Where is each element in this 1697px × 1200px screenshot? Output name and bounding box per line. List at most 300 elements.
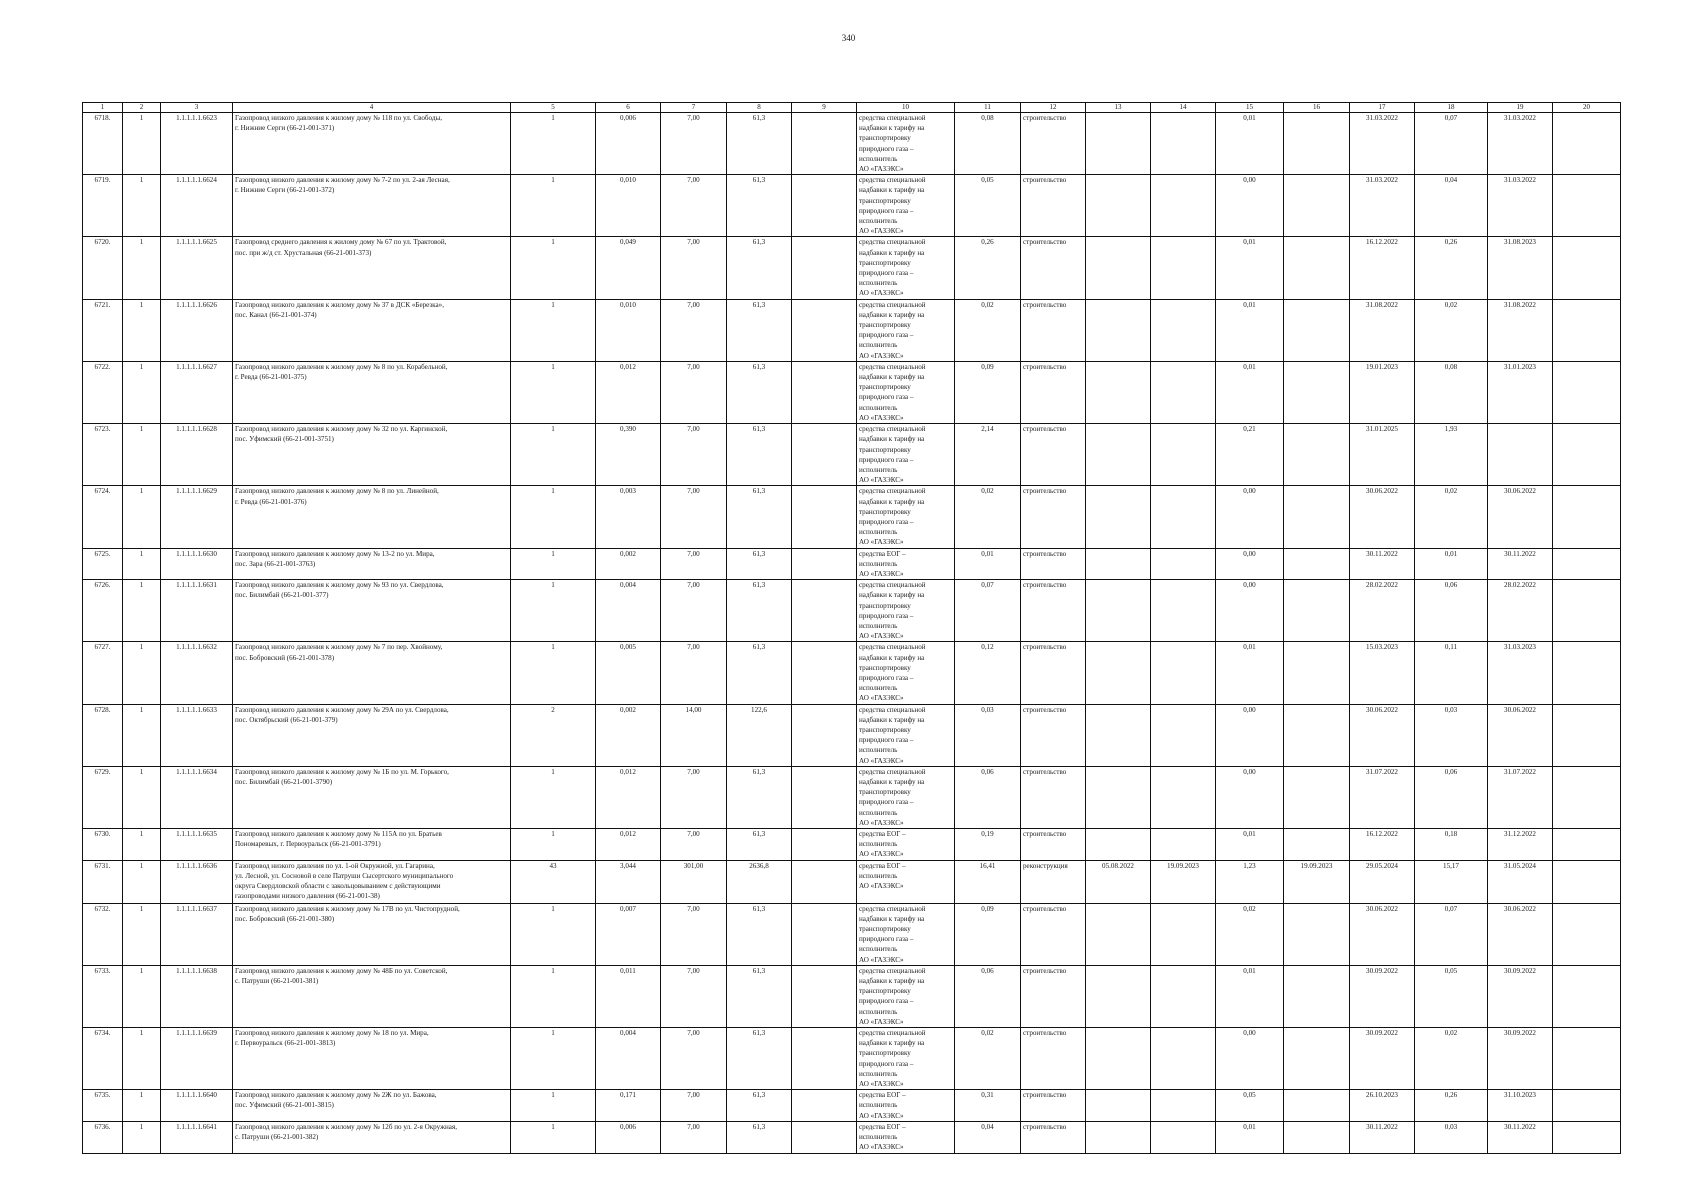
object-name-cell: Газопровод низкого давления к жилому дому № 48Б по ул. Советской, с. Патруши (66-21-001-381) xyxy=(233,965,511,1027)
object-name-cell: Газопровод низкого давления к жилому дому № 7 по пер. Хвойному, пос. Бобровский (66-21-001-378) xyxy=(233,642,511,704)
work-type-cell: строительство xyxy=(1021,548,1086,580)
qty-cell: 1 xyxy=(511,1028,596,1090)
funding-source-cell: средства специальной надбавки к тарифу на транспортировку природного газа – исполнитель АО «ГАЗЭКС» xyxy=(857,766,955,828)
object-name-cell: Газопровод низкого давления к жилому дому № 2Ж по ул. Бажова, пос. Уфимский (66-21-001-3815) xyxy=(233,1090,511,1122)
col9-cell xyxy=(792,642,857,704)
power-cell: 7,00 xyxy=(661,642,727,704)
table-row xyxy=(83,548,1621,580)
col16-cell xyxy=(1284,1121,1350,1153)
column-number-header: 15 xyxy=(1216,103,1284,113)
table-row xyxy=(83,1090,1621,1122)
length-cell: 0,002 xyxy=(596,548,661,580)
cost-cell: 2,14 xyxy=(955,424,1021,486)
col15-cell: 0,05 xyxy=(1216,1090,1284,1122)
commission-date-cell: 16.12.2022 xyxy=(1350,237,1415,299)
object-name-cell: Газопровод низкого давления к жилому дому № 118 по ул. Свободы, г. Нижние Серги (66-21-001-371) xyxy=(233,113,511,175)
end-date-cell xyxy=(1151,175,1216,237)
object-name-cell: Газопровод низкого давления к жилому дому № 13-2 по ул. Мира, пос. Зара (66-21-001-3763) xyxy=(233,548,511,580)
object-name-cell: Газопровод низкого давления к жилому дому № 29А по ул. Свердлова, пос. Октябрьский (66-21-001-379) xyxy=(233,704,511,766)
end-date-cell xyxy=(1151,237,1216,299)
col20-cell xyxy=(1553,903,1621,965)
count-cell: 1 xyxy=(123,1028,161,1090)
commission-date-cell: 30.06.2022 xyxy=(1350,486,1415,548)
length-cell: 0,012 xyxy=(596,766,661,828)
col9-cell xyxy=(792,1121,857,1153)
col15-cell: 0,00 xyxy=(1216,548,1284,580)
qty-cell: 1 xyxy=(511,829,596,861)
column-number-header: 5 xyxy=(511,103,596,113)
cost-cell: 0,09 xyxy=(955,903,1021,965)
funding-source-cell: средства специальной надбавки к тарифу на транспортировку природного газа – исполнитель АО «ГАЗЭКС» xyxy=(857,361,955,423)
commission-date-cell: 31.07.2022 xyxy=(1350,766,1415,828)
column-number-header: 16 xyxy=(1284,103,1350,113)
col9-cell xyxy=(792,1028,857,1090)
start-date-cell xyxy=(1086,1090,1151,1122)
deadline-cell: 31.10.2023 xyxy=(1488,1090,1553,1122)
table-row xyxy=(83,766,1621,828)
end-date-cell xyxy=(1151,1028,1216,1090)
qty-cell: 1 xyxy=(511,361,596,423)
col16-cell xyxy=(1284,766,1350,828)
power-cell: 14,00 xyxy=(661,704,727,766)
col15-cell: 1,23 xyxy=(1216,860,1284,903)
col9-cell xyxy=(792,486,857,548)
count-cell: 1 xyxy=(123,175,161,237)
power-cell: 7,00 xyxy=(661,361,727,423)
cost-cell: 0,03 xyxy=(955,704,1021,766)
cost-cell: 0,02 xyxy=(955,1028,1021,1090)
qty-cell: 1 xyxy=(511,113,596,175)
cost-cell: 0,31 xyxy=(955,1090,1021,1122)
volume-cell: 61,3 xyxy=(727,1121,792,1153)
power-cell: 7,00 xyxy=(661,903,727,965)
work-type-cell: строительство xyxy=(1021,580,1086,642)
deadline-cell: 31.12.2022 xyxy=(1488,829,1553,861)
cost-cell: 0,05 xyxy=(955,175,1021,237)
col15-cell: 0,00 xyxy=(1216,766,1284,828)
end-date-cell xyxy=(1151,829,1216,861)
row-number-cell: 6734. xyxy=(83,1028,123,1090)
col9-cell xyxy=(792,903,857,965)
col18-cell: 0,07 xyxy=(1415,113,1488,175)
row-number-cell: 6720. xyxy=(83,237,123,299)
count-cell: 1 xyxy=(123,580,161,642)
code-cell: 1.1.1.1.1.6637 xyxy=(161,903,233,965)
code-cell: 1.1.1.1.1.6627 xyxy=(161,361,233,423)
count-cell: 1 xyxy=(123,766,161,828)
qty-cell: 1 xyxy=(511,903,596,965)
col15-cell: 0,01 xyxy=(1216,299,1284,361)
col9-cell xyxy=(792,113,857,175)
col15-cell: 0,00 xyxy=(1216,175,1284,237)
funding-source-cell: средства специальной надбавки к тарифу на транспортировку природного газа – исполнитель АО «ГАЗЭКС» xyxy=(857,704,955,766)
code-cell: 1.1.1.1.1.6628 xyxy=(161,424,233,486)
column-number-header: 11 xyxy=(955,103,1021,113)
table-row xyxy=(83,965,1621,1027)
start-date-cell xyxy=(1086,237,1151,299)
qty-cell: 1 xyxy=(511,486,596,548)
col9-cell xyxy=(792,175,857,237)
commission-date-cell: 15.03.2023 xyxy=(1350,642,1415,704)
col20-cell xyxy=(1553,580,1621,642)
deadline-cell: 31.07.2022 xyxy=(1488,766,1553,828)
funding-source-cell: средства ЕОГ – исполнитель АО «ГАЗЭКС» xyxy=(857,829,955,861)
code-cell: 1.1.1.1.1.6639 xyxy=(161,1028,233,1090)
work-type-cell: строительство xyxy=(1021,361,1086,423)
table-row xyxy=(83,1121,1621,1153)
row-number-cell: 6730. xyxy=(83,829,123,861)
col16-cell xyxy=(1284,580,1350,642)
funding-source-cell: средства специальной надбавки к тарифу на транспортировку природного газа – исполнитель АО «ГАЗЭКС» xyxy=(857,642,955,704)
code-cell: 1.1.1.1.1.6636 xyxy=(161,860,233,903)
qty-cell: 1 xyxy=(511,766,596,828)
row-number-cell: 6731. xyxy=(83,860,123,903)
commission-date-cell: 31.03.2022 xyxy=(1350,113,1415,175)
col18-cell: 0,02 xyxy=(1415,1028,1488,1090)
qty-cell: 1 xyxy=(511,642,596,704)
deadline-cell: 31.01.2023 xyxy=(1488,361,1553,423)
register-table xyxy=(82,102,1621,1154)
work-type-cell: строительство xyxy=(1021,642,1086,704)
funding-source-cell: средства специальной надбавки к тарифу на транспортировку природного газа – исполнитель АО «ГАЗЭКС» xyxy=(857,237,955,299)
funding-source-cell: средства специальной надбавки к тарифу на транспортировку природного газа – исполнитель АО «ГАЗЭКС» xyxy=(857,1028,955,1090)
count-cell: 1 xyxy=(123,1121,161,1153)
col20-cell xyxy=(1553,361,1621,423)
power-cell: 7,00 xyxy=(661,113,727,175)
table-row xyxy=(83,237,1621,299)
col18-cell: 0,11 xyxy=(1415,642,1488,704)
col9-cell xyxy=(792,361,857,423)
count-cell: 1 xyxy=(123,860,161,903)
start-date-cell xyxy=(1086,1028,1151,1090)
row-number-cell: 6736. xyxy=(83,1121,123,1153)
col20-cell xyxy=(1553,766,1621,828)
code-cell: 1.1.1.1.1.6631 xyxy=(161,580,233,642)
funding-source-cell: средства специальной надбавки к тарифу на транспортировку природного газа – исполнитель АО «ГАЗЭКС» xyxy=(857,903,955,965)
code-cell: 1.1.1.1.1.6626 xyxy=(161,299,233,361)
col15-cell: 0,00 xyxy=(1216,704,1284,766)
start-date-cell xyxy=(1086,766,1151,828)
count-cell: 1 xyxy=(123,299,161,361)
qty-cell: 2 xyxy=(511,704,596,766)
length-cell: 0,012 xyxy=(596,361,661,423)
col20-cell xyxy=(1553,1090,1621,1122)
volume-cell: 61,3 xyxy=(727,299,792,361)
table-row xyxy=(83,860,1621,903)
work-type-cell: строительство xyxy=(1021,704,1086,766)
qty-cell: 1 xyxy=(511,1090,596,1122)
volume-cell: 61,3 xyxy=(727,175,792,237)
col16-cell xyxy=(1284,704,1350,766)
column-number-header: 2 xyxy=(123,103,161,113)
length-cell: 0,006 xyxy=(596,1121,661,1153)
deadline-cell: 31.08.2023 xyxy=(1488,237,1553,299)
col9-cell xyxy=(792,965,857,1027)
qty-cell: 1 xyxy=(511,548,596,580)
col16-cell xyxy=(1284,548,1350,580)
work-type-cell: строительство xyxy=(1021,965,1086,1027)
power-cell: 7,00 xyxy=(661,175,727,237)
deadline-cell: 30.06.2022 xyxy=(1488,486,1553,548)
count-cell: 1 xyxy=(123,965,161,1027)
volume-cell: 61,3 xyxy=(727,829,792,861)
work-type-cell: реконструкция xyxy=(1021,860,1086,903)
deadline-cell: 30.06.2022 xyxy=(1488,704,1553,766)
volume-cell: 61,3 xyxy=(727,237,792,299)
length-cell: 0,005 xyxy=(596,642,661,704)
row-number-cell: 6727. xyxy=(83,642,123,704)
commission-date-cell: 31.01.2025 xyxy=(1350,424,1415,486)
end-date-cell xyxy=(1151,1121,1216,1153)
deadline-cell: 31.03.2023 xyxy=(1488,642,1553,704)
code-cell: 1.1.1.1.1.6629 xyxy=(161,486,233,548)
cost-cell: 0,09 xyxy=(955,361,1021,423)
work-type-cell: строительство xyxy=(1021,1090,1086,1122)
length-cell: 0,004 xyxy=(596,580,661,642)
col15-cell: 0,00 xyxy=(1216,486,1284,548)
deadline-cell: 31.03.2022 xyxy=(1488,113,1553,175)
col15-cell: 0,01 xyxy=(1216,965,1284,1027)
work-type-cell: строительство xyxy=(1021,486,1086,548)
length-cell: 0,007 xyxy=(596,903,661,965)
col9-cell xyxy=(792,766,857,828)
power-cell: 7,00 xyxy=(661,965,727,1027)
column-number-header: 10 xyxy=(857,103,955,113)
cost-cell: 0,06 xyxy=(955,766,1021,828)
deadline-cell: 31.05.2024 xyxy=(1488,860,1553,903)
commission-date-cell: 26.10.2023 xyxy=(1350,1090,1415,1122)
column-number-header: 13 xyxy=(1086,103,1151,113)
end-date-cell xyxy=(1151,113,1216,175)
power-cell: 7,00 xyxy=(661,237,727,299)
funding-source-cell: средства специальной надбавки к тарифу на транспортировку природного газа – исполнитель АО «ГАЗЭКС» xyxy=(857,580,955,642)
volume-cell: 61,3 xyxy=(727,424,792,486)
volume-cell: 61,3 xyxy=(727,903,792,965)
volume-cell: 61,3 xyxy=(727,1090,792,1122)
count-cell: 1 xyxy=(123,1090,161,1122)
col20-cell xyxy=(1553,175,1621,237)
object-name-cell: Газопровод низкого давления к жилому дому № 17В по ул. Чистопрудной, пос. Бобровский (66-21-001-380) xyxy=(233,903,511,965)
qty-cell: 1 xyxy=(511,237,596,299)
object-name-cell: Газопровод низкого давления к жилому дому № 18 по ул. Мира, г. Первоуральск (66-21-001-3813) xyxy=(233,1028,511,1090)
table-row xyxy=(83,113,1621,175)
deadline-cell: 31.03.2022 xyxy=(1488,175,1553,237)
commission-date-cell: 31.03.2022 xyxy=(1350,175,1415,237)
cost-cell: 0,04 xyxy=(955,1121,1021,1153)
col9-cell xyxy=(792,704,857,766)
col16-cell xyxy=(1284,113,1350,175)
column-number-header: 7 xyxy=(661,103,727,113)
col9-cell xyxy=(792,860,857,903)
col18-cell: 0,03 xyxy=(1415,704,1488,766)
count-cell: 1 xyxy=(123,704,161,766)
length-cell: 0,010 xyxy=(596,299,661,361)
table-row xyxy=(83,1028,1621,1090)
row-number-cell: 6723. xyxy=(83,424,123,486)
length-cell: 0,003 xyxy=(596,486,661,548)
commission-date-cell: 30.06.2022 xyxy=(1350,903,1415,965)
object-name-cell: Газопровод низкого давления к жилому дому № 8 по ул. Корабельной, г. Ревда (66-21-001-375) xyxy=(233,361,511,423)
col16-cell xyxy=(1284,642,1350,704)
count-cell: 1 xyxy=(123,829,161,861)
col15-cell: 0,01 xyxy=(1216,237,1284,299)
table-row xyxy=(83,299,1621,361)
length-cell: 0,012 xyxy=(596,829,661,861)
cost-cell: 0,02 xyxy=(955,299,1021,361)
col20-cell xyxy=(1553,424,1621,486)
code-cell: 1.1.1.1.1.6634 xyxy=(161,766,233,828)
code-cell: 1.1.1.1.1.6640 xyxy=(161,1090,233,1122)
work-type-cell: строительство xyxy=(1021,424,1086,486)
object-name-cell: Газопровод низкого давления к жилому дому № 115А по ул. Братьев Пономаревых, г. Первоуральск (66-21-001-3791) xyxy=(233,829,511,861)
code-cell: 1.1.1.1.1.6624 xyxy=(161,175,233,237)
volume-cell: 61,3 xyxy=(727,361,792,423)
funding-source-cell: средства специальной надбавки к тарифу на транспортировку природного газа – исполнитель АО «ГАЗЭКС» xyxy=(857,486,955,548)
col18-cell: 0,04 xyxy=(1415,175,1488,237)
col16-cell: 19.09.2023 xyxy=(1284,860,1350,903)
code-cell: 1.1.1.1.1.6641 xyxy=(161,1121,233,1153)
power-cell: 7,00 xyxy=(661,766,727,828)
commission-date-cell: 30.09.2022 xyxy=(1350,1028,1415,1090)
deadline-cell xyxy=(1488,424,1553,486)
qty-cell: 1 xyxy=(511,1121,596,1153)
column-number-header: 9 xyxy=(792,103,857,113)
col18-cell: 0,08 xyxy=(1415,361,1488,423)
col18-cell: 0,05 xyxy=(1415,965,1488,1027)
work-type-cell: строительство xyxy=(1021,1028,1086,1090)
count-cell: 1 xyxy=(123,113,161,175)
length-cell: 0,006 xyxy=(596,113,661,175)
power-cell: 7,00 xyxy=(661,486,727,548)
qty-cell: 1 xyxy=(511,424,596,486)
col16-cell xyxy=(1284,361,1350,423)
count-cell: 1 xyxy=(123,237,161,299)
code-cell: 1.1.1.1.1.6633 xyxy=(161,704,233,766)
power-cell: 7,00 xyxy=(661,1121,727,1153)
column-number-header: 12 xyxy=(1021,103,1086,113)
row-number-cell: 6725. xyxy=(83,548,123,580)
col20-cell xyxy=(1553,642,1621,704)
col20-cell xyxy=(1553,829,1621,861)
object-name-cell: Газопровод среднего давления к жилому дому № 67 по ул. Трактовой, пос. при ж/д ст. Хрустальная (66-21-001-373) xyxy=(233,237,511,299)
row-number-cell: 6718. xyxy=(83,113,123,175)
volume-cell: 61,3 xyxy=(727,766,792,828)
col16-cell xyxy=(1284,965,1350,1027)
commission-date-cell: 30.11.2022 xyxy=(1350,1121,1415,1153)
start-date-cell xyxy=(1086,175,1151,237)
work-type-cell: строительство xyxy=(1021,175,1086,237)
col20-cell xyxy=(1553,860,1621,903)
end-date-cell xyxy=(1151,903,1216,965)
col15-cell: 0,01 xyxy=(1216,361,1284,423)
end-date-cell xyxy=(1151,299,1216,361)
funding-source-cell: средства специальной надбавки к тарифу на транспортировку природного газа – исполнитель АО «ГАЗЭКС» xyxy=(857,424,955,486)
end-date-cell xyxy=(1151,965,1216,1027)
funding-source-cell: средства ЕОГ – исполнитель АО «ГАЗЭКС» xyxy=(857,1090,955,1122)
column-number-header: 8 xyxy=(727,103,792,113)
col15-cell: 0,01 xyxy=(1216,642,1284,704)
commission-date-cell: 30.09.2022 xyxy=(1350,965,1415,1027)
col18-cell: 0,18 xyxy=(1415,829,1488,861)
commission-date-cell: 31.08.2022 xyxy=(1350,299,1415,361)
column-number-header: 17 xyxy=(1350,103,1415,113)
volume-cell: 61,3 xyxy=(727,580,792,642)
work-type-cell: строительство xyxy=(1021,903,1086,965)
object-name-cell: Газопровод низкого давления к жилому дому № 8 по ул. Линейной, г. Ревда (66-21-001-376) xyxy=(233,486,511,548)
funding-source-cell: средства специальной надбавки к тарифу на транспортировку природного газа – исполнитель АО «ГАЗЭКС» xyxy=(857,113,955,175)
table-row xyxy=(83,829,1621,861)
col20-cell xyxy=(1553,1121,1621,1153)
col20-cell xyxy=(1553,486,1621,548)
object-name-cell: Газопровод низкого давления к жилому дому № 7-2 по ул. 2-ая Лесная, г. Нижние Серги (66-21-001-372) xyxy=(233,175,511,237)
object-name-cell: Газопровод низкого давления к жилому дому № 37 в ДСК «Березка», пос. Канал (66-21-001-374) xyxy=(233,299,511,361)
col9-cell xyxy=(792,1090,857,1122)
col16-cell xyxy=(1284,903,1350,965)
volume-cell: 61,3 xyxy=(727,486,792,548)
volume-cell: 61,3 xyxy=(727,113,792,175)
length-cell: 3,044 xyxy=(596,860,661,903)
start-date-cell xyxy=(1086,486,1151,548)
power-cell: 7,00 xyxy=(661,424,727,486)
table-row xyxy=(83,903,1621,965)
col16-cell xyxy=(1284,1090,1350,1122)
start-date-cell xyxy=(1086,424,1151,486)
col15-cell: 0,00 xyxy=(1216,580,1284,642)
start-date-cell xyxy=(1086,299,1151,361)
col9-cell xyxy=(792,424,857,486)
cost-cell: 0,12 xyxy=(955,642,1021,704)
column-number-header: 1 xyxy=(83,103,123,113)
funding-source-cell: средства ЕОГ – исполнитель АО «ГАЗЭКС» xyxy=(857,1121,955,1153)
object-name-cell: Газопровод низкого давления к жилому дому № 1Б по ул. М. Горького, пос. Билимбай (66-21-001-3790) xyxy=(233,766,511,828)
start-date-cell xyxy=(1086,903,1151,965)
commission-date-cell: 28.02.2022 xyxy=(1350,580,1415,642)
row-number-cell: 6735. xyxy=(83,1090,123,1122)
column-number-header: 19 xyxy=(1488,103,1553,113)
length-cell: 0,049 xyxy=(596,237,661,299)
col16-cell xyxy=(1284,1028,1350,1090)
start-date-cell xyxy=(1086,965,1151,1027)
row-number-cell: 6726. xyxy=(83,580,123,642)
cost-cell: 0,01 xyxy=(955,548,1021,580)
page-number: 340 xyxy=(841,33,856,43)
table-row xyxy=(83,424,1621,486)
column-number-header: 18 xyxy=(1415,103,1488,113)
count-cell: 1 xyxy=(123,424,161,486)
work-type-cell: строительство xyxy=(1021,113,1086,175)
row-number-cell: 6728. xyxy=(83,704,123,766)
row-number-cell: 6729. xyxy=(83,766,123,828)
qty-cell: 1 xyxy=(511,965,596,1027)
table-row xyxy=(83,361,1621,423)
col20-cell xyxy=(1553,1028,1621,1090)
length-cell: 0,171 xyxy=(596,1090,661,1122)
col16-cell xyxy=(1284,486,1350,548)
work-type-cell: строительство xyxy=(1021,237,1086,299)
col18-cell: 0,01 xyxy=(1415,548,1488,580)
count-cell: 1 xyxy=(123,361,161,423)
col18-cell: 0,03 xyxy=(1415,1121,1488,1153)
col18-cell: 15,17 xyxy=(1415,860,1488,903)
deadline-cell: 28.02.2022 xyxy=(1488,580,1553,642)
volume-cell: 122,6 xyxy=(727,704,792,766)
deadline-cell: 30.09.2022 xyxy=(1488,1028,1553,1090)
object-name-cell: Газопровод низкого давления по ул. 1-ой Окружной, ул. Гагарина, ул. Лесной, ул. Сосновой в селе Патруши Сысертского муниципального округа Свердловской области с закольцовыванием с действующими газопроводами низкого давления (66-21-001-38) xyxy=(233,860,511,903)
cost-cell: 0,08 xyxy=(955,113,1021,175)
volume-cell: 61,3 xyxy=(727,548,792,580)
volume-cell: 61,3 xyxy=(727,1028,792,1090)
qty-cell: 1 xyxy=(511,299,596,361)
